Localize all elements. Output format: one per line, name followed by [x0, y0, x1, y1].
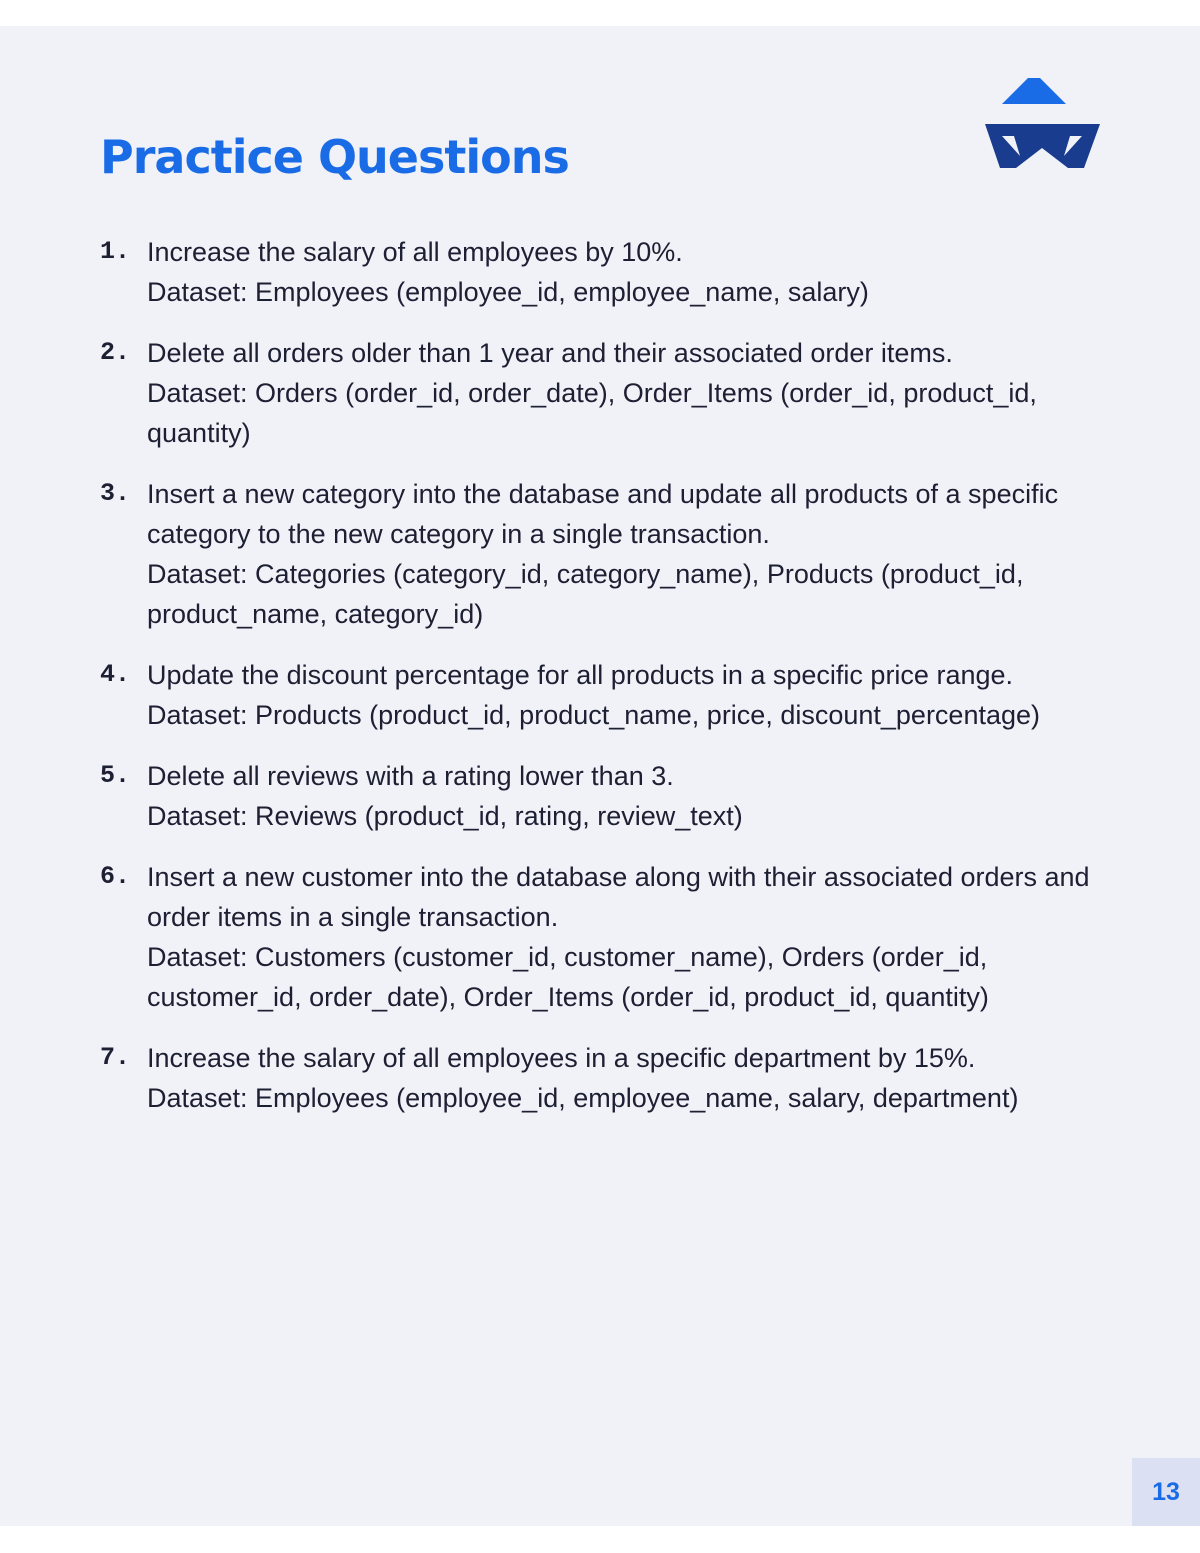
question-dataset: Dataset: Employees (employee_id, employee_name, salary, department) [147, 1083, 1019, 1113]
question-dataset: Dataset: Customers (customer_id, customer_name), Orders (order_id, customer_id, order_date), Order_Items (order_id, product_id, quantity) [147, 942, 989, 1012]
question-number: 2. [100, 338, 131, 367]
question-text: Increase the salary of all employees by 10%. [147, 237, 683, 267]
question-item [100, 333, 1110, 453]
document-page [0, 26, 1200, 1526]
question-dataset: Dataset: Reviews (product_id, rating, review_text) [147, 801, 743, 831]
question-number: 5. [100, 761, 131, 790]
question-text: Delete all orders older than 1 year and their associated order items. [147, 338, 953, 368]
question-dataset: Dataset: Products (product_id, product_name, price, discount_percentage) [147, 700, 1041, 730]
question-item [100, 1038, 1110, 1118]
question-text: Insert a new category into the database and update all products of a specific category to the new category in a single transaction. [147, 479, 1059, 549]
question-item [100, 655, 1110, 735]
question-text: Insert a new customer into the database along with their associated orders and order items in a single transaction. [147, 862, 1090, 932]
question-number: 4. [100, 660, 131, 689]
question-item [100, 474, 1110, 634]
page-title: Practice Questions [100, 130, 569, 184]
question-number: 1. [100, 237, 131, 266]
question-number: 7. [100, 1043, 131, 1072]
question-number: 3. [100, 479, 131, 508]
question-dataset: Dataset: Orders (order_id, order_date), Order_Items (order_id, product_id, quantity) [147, 378, 1037, 448]
question-dataset: Dataset: Employees (employee_id, employee_name, salary) [147, 277, 869, 307]
star-logo-icon [982, 78, 1102, 174]
questions-list [100, 232, 1110, 1139]
question-text: Delete all reviews with a rating lower than 3. [147, 761, 674, 791]
question-text: Increase the salary of all employees in a specific department by 15%. [147, 1043, 976, 1073]
question-text: Update the discount percentage for all products in a specific price range. [147, 660, 1014, 690]
question-item [100, 857, 1110, 1017]
question-item [100, 232, 1110, 312]
question-number: 6. [100, 862, 131, 891]
page-number: 13 [1132, 1458, 1200, 1526]
question-item [100, 756, 1110, 836]
question-dataset: Dataset: Categories (category_id, category_name), Products (product_id, product_name, category_id) [147, 559, 1024, 629]
